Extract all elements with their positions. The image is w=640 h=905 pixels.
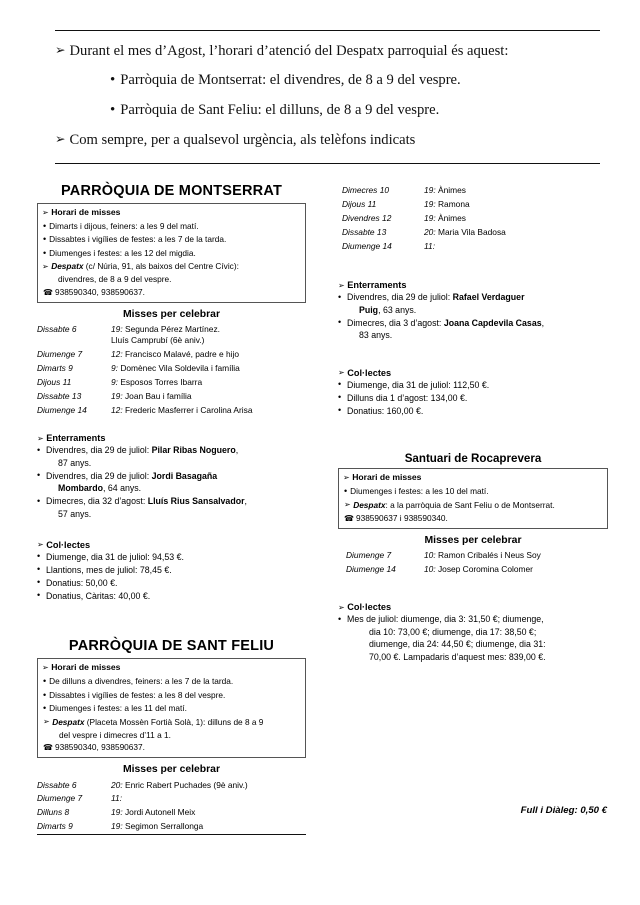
mass-time: 20: <box>111 779 123 790</box>
burial-prefix: Divendres, dia 29 de juliol: <box>46 445 152 456</box>
arrow-bullet-icon: ➢ <box>37 540 44 550</box>
mass-event <box>424 549 608 563</box>
mass-time: 10: <box>424 549 436 560</box>
santfeliu-schedule-line <box>42 675 301 689</box>
mass-intention: Josep Coromina Colomer <box>437 563 533 574</box>
rocaprevera-despatx-text: : a la parròquia de Sant Feliu o de Montserrat. <box>385 499 555 510</box>
mass-event <box>111 403 306 417</box>
phone-icon: ☎ <box>43 287 53 297</box>
santfeliu-despatx-cont: del vespre i dimecres d’11 a 1. <box>59 729 171 740</box>
montserrat-phone-line <box>42 286 301 299</box>
burial-prefix: Divendres, dia 29 de juliol: <box>347 292 453 303</box>
burial-age: , 63 anys. <box>378 304 417 315</box>
santfeliu-info-box <box>37 658 306 758</box>
montserrat-enterraments-section <box>37 433 306 520</box>
table-row <box>37 348 306 362</box>
mass-day: Dissabte 6 <box>37 324 77 335</box>
left-column <box>37 183 306 835</box>
mass-event <box>111 348 306 362</box>
mass-time: 19: <box>111 390 123 401</box>
montserrat-enterraments-list <box>37 444 306 520</box>
mass-time: 19: <box>111 821 123 832</box>
santfeliu-schedule-line-text: De dilluns a divendres, feiners: a les 7 de la tarda. <box>49 676 234 687</box>
mass-day: Diumenge 14 <box>37 404 87 415</box>
santfeliu-collectes-section <box>338 368 608 417</box>
burial-age: 83 anys. <box>359 330 393 341</box>
burial-name-2: Mombardo <box>58 483 103 494</box>
rocaprevera-masses-table <box>338 549 608 577</box>
burial-name: Joana Capdevila Casas <box>443 317 542 328</box>
mass-event <box>111 389 306 403</box>
rocaprevera-schedule-line-text: Diumenges i festes: a les 10 del matí. <box>350 486 489 497</box>
mass-day: Diumenge 14 <box>346 563 396 574</box>
mass-day: Dissabte 13 <box>37 390 82 401</box>
rocaprevera-phone-numbers: 938590637 i 938590340. <box>355 512 448 523</box>
burial-prefix: Divendres, dia 29 de juliol: <box>46 470 152 481</box>
rocaprevera-despatx-label: Despatx <box>353 499 386 510</box>
list-item: • Diumenge, dia 31 de juliol: 112,50 €. <box>338 379 608 391</box>
table-row <box>37 375 306 389</box>
montserrat-schedule-heading <box>42 207 301 219</box>
footer-price: Full i Diàleg: 0,50 € <box>520 805 607 816</box>
mass-time: 19: <box>424 213 436 224</box>
arrow-bullet-icon: ➢ <box>42 261 49 271</box>
santfeliu-masses-continued-table <box>338 184 608 253</box>
bullet-icon: • <box>43 689 47 700</box>
burial-name-cont <box>347 304 608 316</box>
header-line-3-text: Parròquia de Sant Feliu: el dilluns, de 8 a 9 del vespre. <box>120 101 440 118</box>
arrow-bullet-icon: ➢ <box>344 500 351 510</box>
santfeliu-enterraments-heading <box>338 280 608 290</box>
list-item <box>338 613 608 663</box>
montserrat-schedule-line-text: Diumenges i festes: a les 12 del migdia. <box>49 247 196 258</box>
collecte-line-4: 70,00 €. Lampadaris d’aquest mes: 839,00 €. <box>369 651 546 662</box>
mass-time: 19: <box>111 807 123 818</box>
bullet-icon: • <box>43 703 47 714</box>
burial-post: , <box>244 496 247 507</box>
arrow-bullet-icon: ➢ <box>338 602 345 612</box>
table-row <box>338 562 608 576</box>
mass-day: Dimecres 10 <box>342 185 390 196</box>
mass-day: Dissabte 13 <box>342 227 387 238</box>
list-item <box>37 470 306 495</box>
santfeliu-phone-numbers: 938590340, 938590637. <box>54 742 145 753</box>
mass-time: 19: <box>111 324 123 335</box>
collecte-line-1: Mes de juliol: diumenge, dia 3: 31,50 €; diumenge, <box>347 614 544 625</box>
mass-day: Dilluns 8 <box>37 807 70 818</box>
mass-event <box>424 184 608 198</box>
burial-age: 57 anys. <box>58 508 92 519</box>
arrow-bullet-icon: ➢ <box>55 42 65 57</box>
mass-day: Diumenge 14 <box>342 240 392 251</box>
santfeliu-schedule-heading-text: Horari de misses <box>51 662 121 673</box>
rocaprevera-info-box <box>338 468 608 528</box>
mass-intention: Segunda Pérez Martínez. <box>124 324 220 335</box>
montserrat-title: PARRÒQUIA DE MONTSERRAT <box>60 183 283 199</box>
mass-event <box>424 240 608 254</box>
montserrat-schedule-line <box>42 247 301 261</box>
montserrat-despatx-label: Despatx <box>51 261 84 272</box>
montserrat-enterraments-heading-text: Enterraments <box>46 433 106 444</box>
mass-time: 19: <box>424 199 436 210</box>
santfeliu-collectes-heading-text: Col·lectes <box>347 367 392 378</box>
rocaprevera-title: Santuari de Rocaprevera <box>404 452 542 466</box>
arrow-bullet-icon: ➢ <box>338 280 345 290</box>
montserrat-schedule-heading-text: Horari de misses <box>51 207 121 217</box>
mass-intention: Joan Bau i família <box>124 390 192 401</box>
burial-post: , <box>541 317 545 328</box>
montserrat-schedule-line-text: Dimarts i dijous, feiners: a les 9 del matí. <box>49 220 199 231</box>
montserrat-schedule-line-text: Dissabtes i vigílies de festes: a les 7 de la tarda. <box>49 234 227 245</box>
mass-intention: Ramon Cribalés i Neus Soy <box>437 549 541 560</box>
list-item: • Donatius, Càritas: 40,00 €. <box>37 590 306 602</box>
list-item: • Llantions, mes de juliol: 78,45 €. <box>37 564 306 576</box>
mass-intention: Ànimes <box>437 185 466 196</box>
mass-event <box>424 562 608 576</box>
mass-event <box>111 806 306 820</box>
montserrat-enterraments-heading <box>37 433 306 443</box>
mass-intention: Frederic Masferrer i Carolina Arisa <box>124 404 253 415</box>
santfeliu-title: PARRÒQUIA DE SANT FELIU <box>68 638 275 655</box>
santfeliu-schedule-line-text: Dissabtes i vigílies de festes: a les 8 del vespre. <box>49 689 226 700</box>
santfeliu-collectes-list <box>338 379 608 417</box>
mass-time: 9: <box>111 362 118 373</box>
mass-intention: Enric Rabert Puchades (9è aniv.) <box>124 779 248 790</box>
montserrat-info-box <box>37 203 306 303</box>
montserrat-despatx-line <box>42 260 301 285</box>
mass-day: Dimarts 9 <box>37 821 73 832</box>
mass-event <box>111 820 306 834</box>
mass-day: Diumenge 7 <box>37 349 83 360</box>
mass-intention-cont: Lluís Camprubí (6è aniv.) <box>111 335 205 346</box>
montserrat-schedule-line <box>42 220 301 234</box>
table-row <box>338 226 608 240</box>
mass-time: 19: <box>424 185 436 196</box>
header-line-2-text: Parròquia de Montserrat: el divendres, de 8 a 9 del vespre. <box>120 72 461 89</box>
table-row <box>37 820 306 834</box>
mass-day: Diumenge 7 <box>37 793 83 804</box>
table-row <box>37 362 306 376</box>
mass-time: 12: <box>111 349 123 360</box>
mass-time: 20: <box>424 227 436 238</box>
burial-prefix: Dimecres, dia 32 d’agost: <box>46 496 148 507</box>
mass-time: 10: <box>424 563 436 574</box>
montserrat-collectes-heading-text: Col·lectes <box>46 539 91 550</box>
santfeliu-enterraments-section <box>338 280 608 341</box>
mass-intention: Segimon Serrallonga <box>124 821 204 832</box>
santfeliu-enterraments-heading-text: Enterraments <box>347 280 407 291</box>
mass-day: Dissabte 6 <box>37 779 77 790</box>
list-item <box>338 317 608 342</box>
header-line-1 <box>55 42 600 60</box>
rocaprevera-masses-title: Misses per celebrar <box>424 534 522 546</box>
table-row <box>37 389 306 403</box>
santfeliu-schedule-line-text: Diumenges i festes: a les 11 del matí. <box>49 703 187 714</box>
rocaprevera-collectes-heading <box>338 602 608 612</box>
mass-intention: Francisco Malavé, padre e hijo <box>124 349 240 360</box>
header-line-3 <box>55 101 600 120</box>
bullet-icon: • <box>110 101 116 118</box>
montserrat-collectes-section <box>37 540 306 602</box>
list-item <box>37 444 306 469</box>
list-item: • Donatius: 50,00 €. <box>37 577 306 589</box>
table-row <box>338 184 608 198</box>
header-line-1-text: Durant el mes d’Agost, l’horari d’atenció del Despatx parroquial és aquest: <box>69 43 509 59</box>
montserrat-despatx-cont: divendres, de 8 a 9 del vespre. <box>58 274 172 285</box>
burial-age: , 64 anys. <box>102 483 142 494</box>
collecte-line-2: dia 10: 73,00 €; diumenge, dia 17: 38,50 €; <box>369 626 537 637</box>
arrow-bullet-icon: ➢ <box>338 368 345 378</box>
burial-age: 87 anys. <box>58 457 92 468</box>
table-row <box>37 403 306 417</box>
bullet-icon: • <box>43 234 47 245</box>
montserrat-collectes-heading <box>37 540 306 550</box>
table-row <box>37 778 306 792</box>
arrow-bullet-icon: ➢ <box>55 130 65 146</box>
rocaprevera-despatx-line <box>343 499 603 512</box>
mass-day: Divendres 12 <box>342 213 392 224</box>
table-row <box>37 806 306 820</box>
header-line-2 <box>55 71 600 90</box>
list-item: • Diumenge, dia 31 de juliol: 94,53 €. <box>37 551 306 563</box>
burial-name: Jordi Basagaña <box>151 470 218 481</box>
santfeliu-masses-title: Misses per celebrar <box>122 764 221 776</box>
burial-name-2: Puig <box>359 304 379 315</box>
table-row <box>338 240 608 254</box>
burial-prefix: Dimecres, dia 3 d’agost: <box>347 317 444 328</box>
mass-time: 12: <box>111 404 123 415</box>
santfeliu-phone-line <box>42 741 301 754</box>
arrow-bullet-icon: ➢ <box>42 207 49 217</box>
header-line-4-text: Com sempre, per a qualsevol urgència, als telèfons indicats <box>69 131 416 148</box>
rocaprevera-collectes-list <box>338 613 608 663</box>
burial-name: Rafael Verdaguer <box>452 292 525 303</box>
arrow-bullet-icon: ➢ <box>43 717 50 727</box>
santfeliu-masses-table <box>37 778 306 835</box>
header-line-4 <box>55 131 600 149</box>
burial-post: , <box>235 445 239 456</box>
mass-event <box>111 792 306 806</box>
list-item: • Dilluns dia 1 d’agost: 134,00 €. <box>338 392 608 404</box>
arrow-bullet-icon: ➢ <box>37 433 44 443</box>
montserrat-masses-title: Misses per celebrar <box>122 308 221 320</box>
arrow-bullet-icon: ➢ <box>42 662 49 672</box>
table-row <box>37 792 306 806</box>
burial-name: Lluís Rius Sansalvador <box>147 496 245 507</box>
mass-event <box>111 323 306 348</box>
santfeliu-schedule-line <box>42 702 301 716</box>
mass-day: Dijous 11 <box>37 376 72 387</box>
rocaprevera-schedule-heading <box>343 472 603 484</box>
mass-event <box>111 362 306 376</box>
rocaprevera-phone-line <box>343 512 603 525</box>
list-item <box>338 291 608 316</box>
rocaprevera-collectes-section <box>338 602 608 663</box>
santfeliu-despatx-line <box>42 716 301 741</box>
montserrat-phone-numbers: 938590340, 938590637. <box>54 286 145 297</box>
mass-event <box>424 198 608 212</box>
rocaprevera-schedule-line <box>343 485 603 499</box>
bullet-icon: • <box>43 220 47 231</box>
montserrat-collectes-list <box>37 551 306 602</box>
arrow-bullet-icon: ➢ <box>343 472 350 482</box>
bullet-icon: • <box>43 247 47 258</box>
santfeliu-despatx-label: Despatx <box>52 716 85 727</box>
mass-intention: Ànimes <box>437 213 466 224</box>
mass-time: 9: <box>111 376 118 387</box>
santfeliu-despatx-text: (Placeta Mossèn Fortià Solà, 1): dilluns de 8 a 9 <box>86 716 264 727</box>
list-item <box>37 495 306 520</box>
montserrat-despatx-text: (c/ Núria, 91, als baixos del Centre Cívic): <box>85 261 239 272</box>
montserrat-masses-table <box>37 323 306 417</box>
mass-event <box>111 375 306 389</box>
mass-intention: Ramona <box>437 199 470 210</box>
mass-time: 11: <box>424 240 436 251</box>
mass-day: Diumenge 7 <box>346 549 392 560</box>
header-bottom-rule <box>55 163 600 164</box>
mass-intention: Maria Vila Badosa <box>437 227 506 238</box>
burial-name: Pilar Ribas Noguero <box>151 445 236 456</box>
mass-intention: Esposos Torres Ibarra <box>120 376 203 387</box>
rocaprevera-collectes-heading-text: Col·lectes <box>347 602 392 613</box>
table-row <box>338 198 608 212</box>
header-top-rule <box>55 30 600 31</box>
santfeliu-collectes-heading <box>338 368 608 378</box>
mass-day: Dijous 11 <box>342 199 377 210</box>
santfeliu-enterraments-list <box>338 291 608 341</box>
table-row <box>37 323 306 348</box>
mass-event <box>424 212 608 226</box>
rocaprevera-schedule-heading-text: Horari de misses <box>352 472 422 483</box>
mass-time: 11: <box>111 793 123 804</box>
santfeliu-schedule-heading <box>42 662 301 674</box>
list-item: • Donatius: 160,00 €. <box>338 405 608 417</box>
phone-icon: ☎ <box>344 513 354 523</box>
collecte-line-3: diumenge, dia 24: 44,50 €; diumenge, dia 31: <box>369 639 546 650</box>
right-column <box>338 183 608 664</box>
montserrat-schedule-line <box>42 233 301 247</box>
bullet-icon: • <box>110 72 116 89</box>
mass-intention: Jordi Autonell Meix <box>124 807 196 818</box>
mass-day: Dimarts 9 <box>37 362 73 373</box>
table-row <box>338 549 608 563</box>
mass-intention: Domènec Vila Soldevila i família <box>120 362 240 373</box>
santfeliu-schedule-line <box>42 689 301 703</box>
phone-icon: ☎ <box>43 743 53 753</box>
bullet-icon: • <box>344 486 348 497</box>
bullet-icon: • <box>43 676 47 687</box>
mass-event <box>424 226 608 240</box>
burial-name-cont <box>46 482 306 494</box>
table-row <box>338 212 608 226</box>
mass-event <box>111 778 306 792</box>
header-notice-block <box>55 30 600 164</box>
